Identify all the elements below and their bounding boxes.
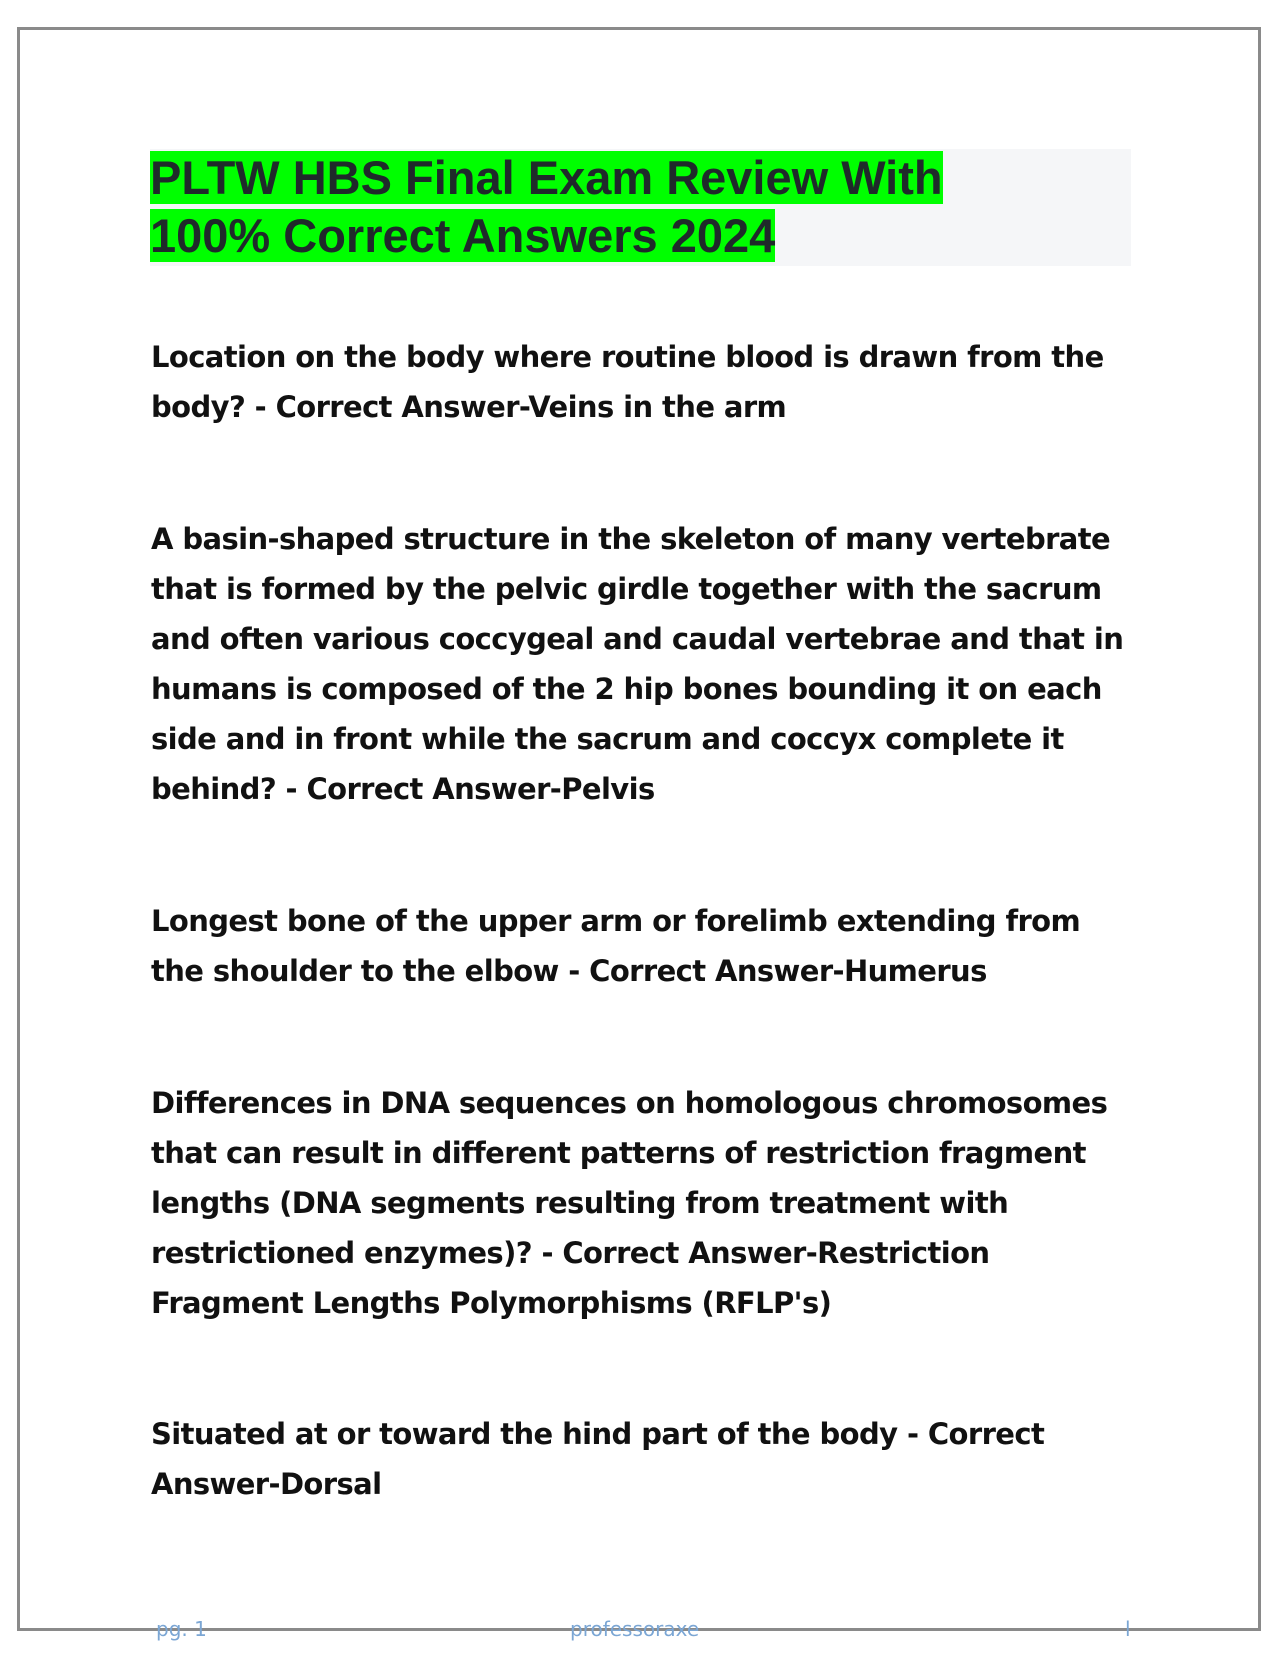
page-border: [17, 27, 1261, 1631]
qa-item: Longest bone of the upper arm or forelimb extending from the shoulder to the elbow - Correct Answer-Humerus: [151, 904, 1081, 988]
footer-author: professoraxe: [570, 1617, 700, 1641]
title-line-1: PLTW HBS Final Exam Review With: [150, 151, 943, 204]
qa-item: Situated at or toward the hind part of the body - Correct Answer-Dorsal: [151, 1417, 1045, 1501]
footer-mark: l: [1125, 1617, 1131, 1641]
document-title: [150, 149, 1131, 265]
qa-item: Location on the body where routine blood is drawn from the body? - Correct Answer-Veins in the arm: [151, 340, 1104, 424]
qa-item: Differences in DNA sequences on homologous chromosomes that can result in different patterns of restriction fragment lengths (DNA segments resulting from treatment with restrictioned enzymes)? - Correct Answer-Restriction Fragment Lengths Polymorphisms (RFLP's): [151, 1086, 1108, 1320]
title-line-2: 100% Correct Answers 2024: [150, 209, 776, 262]
qa-item: A basin-shaped structure in the skeleton of many vertebrate that is formed by the pelvic girdle together with the sacrum and often various coccygeal and caudal vertebrae and that in humans is composed of the 2 hip bones bounding it on each side and in front while the sacrum and coccyx complete it behind? - Correct Answer-Pelvis: [151, 522, 1124, 806]
title-block: [150, 149, 1131, 266]
footer-page-number: pg. 1: [156, 1617, 207, 1641]
